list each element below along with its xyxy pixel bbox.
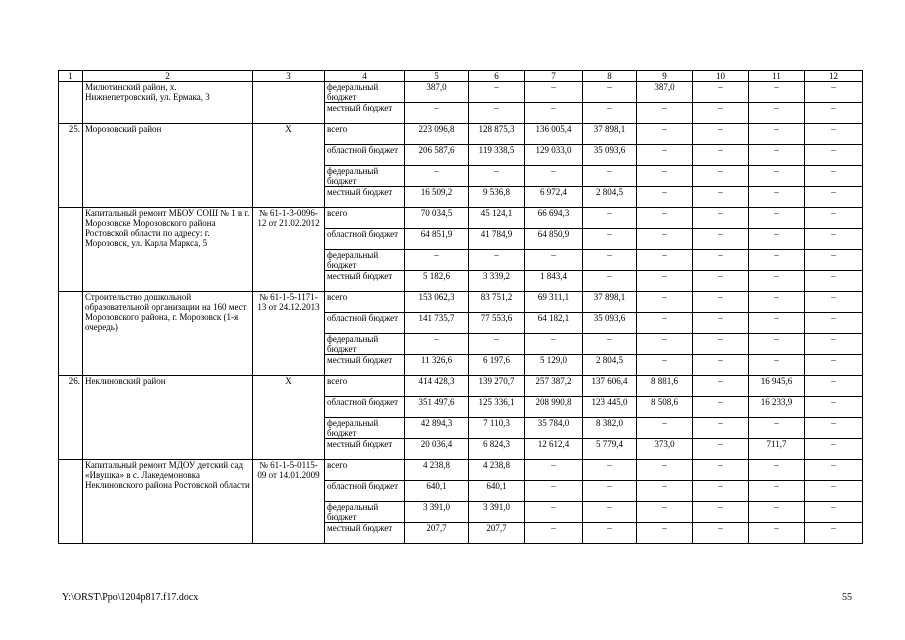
value-cell: 11 326,6 xyxy=(405,355,469,376)
value-cell: – xyxy=(693,229,749,250)
value-cell: – xyxy=(637,355,693,376)
value-cell: 257 387,2 xyxy=(525,376,583,397)
value-cell: – xyxy=(693,166,749,187)
value-cell: 208 990,8 xyxy=(525,397,583,418)
object-name: Строительство дошкольной образовательной организации на 160 мест Морозовского района, г. Морозовск (1-я очередь) xyxy=(83,292,253,376)
value-cell: – xyxy=(749,418,805,439)
value-cell: 4 238,8 xyxy=(469,460,525,481)
value-cell: – xyxy=(583,502,637,523)
value-cell: – xyxy=(583,82,637,103)
value-cell: 9 536,8 xyxy=(469,187,525,208)
value-cell: – xyxy=(637,418,693,439)
object-name: Капитальный ремонт МБОУ СОШ № 1 в г. Морозовске Морозовского района Ростовской области по адресу: г. Морозовск, ул. Карла Маркса, 5 xyxy=(83,208,253,292)
value-cell: – xyxy=(805,523,863,544)
document-code: № 61-1-5-0115-09 от 14.01.2009 xyxy=(253,460,325,544)
value-cell: – xyxy=(693,502,749,523)
value-cell: – xyxy=(637,460,693,481)
value-cell: – xyxy=(637,145,693,166)
value-cell: 64 851,9 xyxy=(405,229,469,250)
value-cell: – xyxy=(749,313,805,334)
value-cell: – xyxy=(525,82,583,103)
value-cell: – xyxy=(805,460,863,481)
value-cell: – xyxy=(637,124,693,145)
funding-source: местный бюджет xyxy=(325,523,405,544)
value-cell: – xyxy=(805,481,863,502)
funding-source: областной бюджет xyxy=(325,481,405,502)
value-cell: – xyxy=(693,334,749,355)
value-cell: – xyxy=(805,145,863,166)
value-cell: – xyxy=(525,460,583,481)
value-cell: 66 694,3 xyxy=(525,208,583,229)
value-cell: 37 898,1 xyxy=(583,124,637,145)
value-cell: – xyxy=(749,523,805,544)
value-cell: – xyxy=(749,166,805,187)
value-cell: – xyxy=(583,481,637,502)
value-cell: – xyxy=(805,313,863,334)
column-header: 12 xyxy=(805,71,863,82)
value-cell: – xyxy=(749,145,805,166)
column-number-row xyxy=(59,71,863,82)
funding-source: всего xyxy=(325,124,405,145)
value-cell: – xyxy=(469,250,525,271)
value-cell: – xyxy=(749,82,805,103)
value-cell: – xyxy=(583,250,637,271)
value-cell: 139 270,7 xyxy=(469,376,525,397)
value-cell: – xyxy=(749,208,805,229)
value-cell: – xyxy=(405,334,469,355)
value-cell: – xyxy=(749,124,805,145)
value-cell: – xyxy=(583,460,637,481)
value-cell: – xyxy=(469,334,525,355)
value-cell: 223 096,8 xyxy=(405,124,469,145)
value-cell: 8 881,6 xyxy=(637,376,693,397)
value-cell: 5 129,0 xyxy=(525,355,583,376)
value-cell: – xyxy=(637,481,693,502)
value-cell: 387,0 xyxy=(637,82,693,103)
column-header: 10 xyxy=(693,71,749,82)
funding-source: всего xyxy=(325,208,405,229)
column-header: 6 xyxy=(469,71,525,82)
funding-source: федеральный бюджет xyxy=(325,418,405,439)
value-cell: 136 005,4 xyxy=(525,124,583,145)
document-code: № 61-1-3-0096-12 от 21.02.2012 xyxy=(253,208,325,292)
column-header: 3 xyxy=(253,71,325,82)
funding-source: местный бюджет xyxy=(325,271,405,292)
value-cell: 3 391,0 xyxy=(405,502,469,523)
value-cell: 5 779,4 xyxy=(583,439,637,460)
value-cell: – xyxy=(749,502,805,523)
value-cell: 2 804,5 xyxy=(583,355,637,376)
value-cell: – xyxy=(693,481,749,502)
value-cell: 35 093,6 xyxy=(583,145,637,166)
value-cell: – xyxy=(405,103,469,124)
value-cell: 2 804,5 xyxy=(583,187,637,208)
value-cell: – xyxy=(805,166,863,187)
value-cell: 141 735,7 xyxy=(405,313,469,334)
value-cell: – xyxy=(693,187,749,208)
column-header: 2 xyxy=(83,71,253,82)
value-cell: – xyxy=(583,208,637,229)
value-cell: 42 894,3 xyxy=(405,418,469,439)
object-name: Морозовский район xyxy=(83,124,253,208)
value-cell: – xyxy=(693,397,749,418)
value-cell: – xyxy=(693,523,749,544)
value-cell: – xyxy=(749,187,805,208)
value-cell: 640,1 xyxy=(469,481,525,502)
value-cell: 351 497,6 xyxy=(405,397,469,418)
value-cell: 6 824,3 xyxy=(469,439,525,460)
value-cell: 35 093,6 xyxy=(583,313,637,334)
object-name: Милютинский район, х. Нижнепетровский, ул. Ермака, 3 xyxy=(83,82,253,124)
value-cell: – xyxy=(805,376,863,397)
table-row xyxy=(59,82,863,103)
funding-source: областной бюджет xyxy=(325,397,405,418)
value-cell: 711,7 xyxy=(749,439,805,460)
row-number xyxy=(59,208,83,292)
value-cell: – xyxy=(693,271,749,292)
value-cell: – xyxy=(749,355,805,376)
value-cell: 153 062,3 xyxy=(405,292,469,313)
value-cell: – xyxy=(749,250,805,271)
budget-table xyxy=(58,70,863,544)
value-cell: – xyxy=(805,82,863,103)
value-cell: – xyxy=(583,334,637,355)
value-cell: – xyxy=(805,124,863,145)
value-cell: 12 612,4 xyxy=(525,439,583,460)
value-cell: – xyxy=(805,292,863,313)
funding-source: всего xyxy=(325,376,405,397)
value-cell: – xyxy=(805,355,863,376)
value-cell: – xyxy=(525,523,583,544)
column-header: 7 xyxy=(525,71,583,82)
value-cell: – xyxy=(805,334,863,355)
funding-source: областной бюджет xyxy=(325,313,405,334)
funding-source: областной бюджет xyxy=(325,145,405,166)
value-cell: – xyxy=(525,250,583,271)
file-path: Y:\ORST\Ppo\1204p817.f17.docx xyxy=(62,592,199,603)
value-cell: 387,0 xyxy=(405,82,469,103)
value-cell: 137 606,4 xyxy=(583,376,637,397)
funding-source: местный бюджет xyxy=(325,439,405,460)
value-cell: – xyxy=(749,271,805,292)
value-cell: 206 587,6 xyxy=(405,145,469,166)
value-cell: – xyxy=(469,82,525,103)
value-cell: 69 311,1 xyxy=(525,292,583,313)
value-cell: – xyxy=(637,523,693,544)
value-cell: 3 339,2 xyxy=(469,271,525,292)
value-cell: – xyxy=(637,208,693,229)
value-cell: – xyxy=(637,229,693,250)
value-cell: – xyxy=(637,187,693,208)
value-cell: – xyxy=(583,523,637,544)
table-row xyxy=(59,208,863,229)
value-cell: 41 784,9 xyxy=(469,229,525,250)
document-code: № 61-1-5-1171-13 от 24.12.2013 xyxy=(253,292,325,376)
value-cell: – xyxy=(525,481,583,502)
value-cell: 37 898,1 xyxy=(583,292,637,313)
value-cell: – xyxy=(637,292,693,313)
funding-source: федеральный бюджет xyxy=(325,502,405,523)
column-header: 9 xyxy=(637,71,693,82)
value-cell: – xyxy=(525,166,583,187)
value-cell: – xyxy=(805,250,863,271)
table-row xyxy=(59,124,863,145)
value-cell: – xyxy=(749,460,805,481)
value-cell: 125 336,1 xyxy=(469,397,525,418)
value-cell: 16 509,2 xyxy=(405,187,469,208)
value-cell: – xyxy=(693,124,749,145)
value-cell: – xyxy=(637,502,693,523)
document-code: Х xyxy=(253,376,325,460)
value-cell: – xyxy=(637,313,693,334)
row-number xyxy=(59,82,83,124)
value-cell: – xyxy=(405,166,469,187)
value-cell: – xyxy=(693,460,749,481)
column-header: 5 xyxy=(405,71,469,82)
value-cell: – xyxy=(637,250,693,271)
value-cell: – xyxy=(693,355,749,376)
funding-source: федеральный бюджет xyxy=(325,250,405,271)
value-cell: 207,7 xyxy=(405,523,469,544)
value-cell: 1 843,4 xyxy=(525,271,583,292)
value-cell: – xyxy=(525,334,583,355)
value-cell: 129 033,0 xyxy=(525,145,583,166)
value-cell: 70 034,5 xyxy=(405,208,469,229)
value-cell: 20 036,4 xyxy=(405,439,469,460)
value-cell: – xyxy=(469,103,525,124)
value-cell: – xyxy=(805,439,863,460)
value-cell: – xyxy=(525,103,583,124)
row-number: 26. xyxy=(59,376,83,460)
value-cell: – xyxy=(805,229,863,250)
value-cell: 16 233,9 xyxy=(749,397,805,418)
value-cell: – xyxy=(805,397,863,418)
table-row xyxy=(59,460,863,481)
value-cell: 4 238,8 xyxy=(405,460,469,481)
funding-source: всего xyxy=(325,460,405,481)
value-cell: 7 110,3 xyxy=(469,418,525,439)
value-cell: – xyxy=(749,292,805,313)
value-cell: 207,7 xyxy=(469,523,525,544)
value-cell: 77 553,6 xyxy=(469,313,525,334)
table-row xyxy=(59,376,863,397)
row-number: 25. xyxy=(59,124,83,208)
object-name: Капитальный ремонт МДОУ детский сад «Ивушка» в с. Лакедемоновка Неклиновского района Ростовской области xyxy=(83,460,253,544)
value-cell: 123 445,0 xyxy=(583,397,637,418)
funding-source: местный бюджет xyxy=(325,103,405,124)
column-header: 1 xyxy=(59,71,83,82)
value-cell: – xyxy=(637,334,693,355)
value-cell: 414 428,3 xyxy=(405,376,469,397)
value-cell: – xyxy=(749,481,805,502)
value-cell: 8 508,6 xyxy=(637,397,693,418)
value-cell: – xyxy=(805,208,863,229)
object-name: Неклиновский район xyxy=(83,376,253,460)
document-code: Х xyxy=(253,124,325,208)
value-cell: – xyxy=(693,418,749,439)
value-cell: 64 850,9 xyxy=(525,229,583,250)
value-cell: 64 182,1 xyxy=(525,313,583,334)
value-cell: – xyxy=(693,208,749,229)
value-cell: – xyxy=(693,376,749,397)
value-cell: – xyxy=(805,187,863,208)
table-row xyxy=(59,292,863,313)
value-cell: – xyxy=(583,103,637,124)
value-cell: – xyxy=(693,103,749,124)
value-cell: – xyxy=(805,271,863,292)
value-cell: – xyxy=(749,103,805,124)
value-cell: – xyxy=(805,502,863,523)
value-cell: 6 972,4 xyxy=(525,187,583,208)
value-cell: – xyxy=(637,103,693,124)
value-cell: – xyxy=(805,418,863,439)
value-cell: 640,1 xyxy=(405,481,469,502)
value-cell: 119 338,5 xyxy=(469,145,525,166)
value-cell: 3 391,0 xyxy=(469,502,525,523)
funding-source: местный бюджет xyxy=(325,355,405,376)
value-cell: – xyxy=(693,292,749,313)
value-cell: – xyxy=(693,145,749,166)
value-cell: 8 382,0 xyxy=(583,418,637,439)
value-cell: – xyxy=(693,439,749,460)
row-number xyxy=(59,460,83,544)
value-cell: 83 751,2 xyxy=(469,292,525,313)
value-cell: – xyxy=(583,271,637,292)
value-cell: – xyxy=(469,166,525,187)
value-cell: 45 124,1 xyxy=(469,208,525,229)
column-header: 11 xyxy=(749,71,805,82)
funding-source: федеральный бюджет xyxy=(325,334,405,355)
value-cell: – xyxy=(693,250,749,271)
value-cell: – xyxy=(405,250,469,271)
value-cell: – xyxy=(693,313,749,334)
value-cell: – xyxy=(805,103,863,124)
value-cell: 128 875,3 xyxy=(469,124,525,145)
row-number xyxy=(59,292,83,376)
value-cell: 5 182,6 xyxy=(405,271,469,292)
value-cell: 16 945,6 xyxy=(749,376,805,397)
table-body xyxy=(59,71,863,544)
value-cell: – xyxy=(583,166,637,187)
column-header: 8 xyxy=(583,71,637,82)
funding-source: федеральный бюджет xyxy=(325,82,405,103)
value-cell: – xyxy=(583,229,637,250)
value-cell: – xyxy=(749,334,805,355)
column-header: 4 xyxy=(325,71,405,82)
value-cell: – xyxy=(637,166,693,187)
funding-source: местный бюджет xyxy=(325,187,405,208)
funding-source: федеральный бюджет xyxy=(325,166,405,187)
value-cell: – xyxy=(525,502,583,523)
document-code xyxy=(253,82,325,124)
funding-source: всего xyxy=(325,292,405,313)
value-cell: 373,0 xyxy=(637,439,693,460)
value-cell: – xyxy=(637,271,693,292)
funding-source: областной бюджет xyxy=(325,229,405,250)
value-cell: – xyxy=(749,229,805,250)
value-cell: 35 784,0 xyxy=(525,418,583,439)
value-cell: – xyxy=(693,82,749,103)
page-number: 55 xyxy=(842,592,852,603)
value-cell: 6 197,6 xyxy=(469,355,525,376)
